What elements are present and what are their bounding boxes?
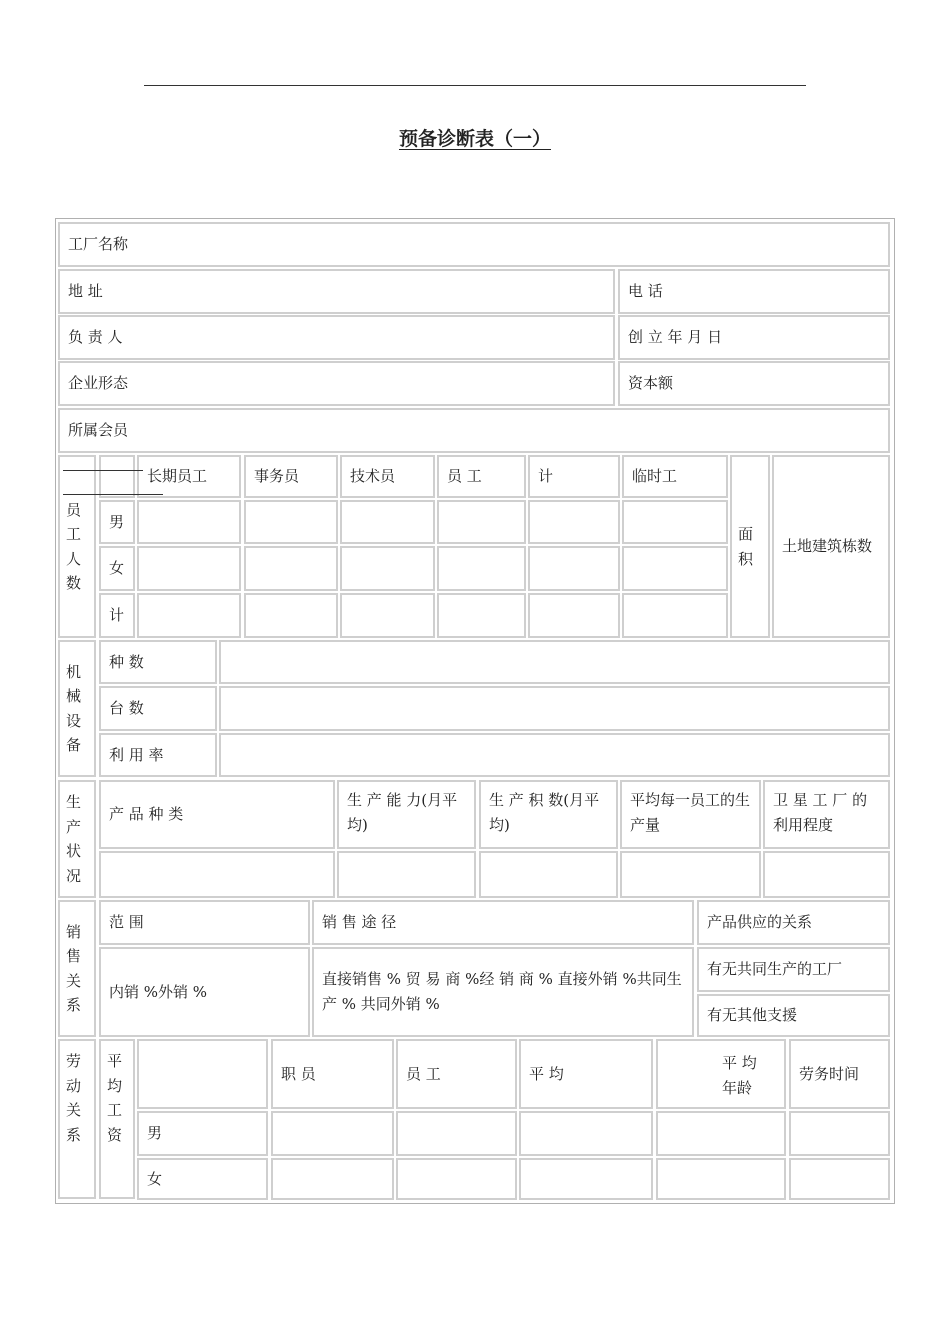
machine-section-label: 机械设备 [58, 640, 96, 777]
machine-row-label: 种 数 [99, 640, 217, 684]
labor-cell[interactable] [656, 1158, 786, 1200]
production-cell[interactable] [99, 851, 335, 898]
labor-corner-cell [137, 1039, 268, 1109]
staff-cell[interactable] [622, 546, 728, 591]
production-header: 生 产 积 数(月平均) [479, 780, 618, 849]
labor-cell[interactable] [519, 1111, 653, 1156]
address-field[interactable]: 地 址 [58, 269, 615, 314]
labor-cell[interactable] [656, 1111, 786, 1156]
production-cell[interactable] [479, 851, 618, 898]
machine-value-field[interactable] [219, 733, 890, 777]
sales-channel-field[interactable]: 直接销售 % 贸 易 商 %经 销 商 % 直接外销 %共同生产 % 共同外销 % [312, 947, 694, 1037]
labor-section-label: 劳动关系 [58, 1039, 96, 1199]
staff-col-header: 临时工 [622, 455, 728, 498]
production-header: 卫 星 工 厂 的 利用程度 [763, 780, 890, 849]
production-cell[interactable] [337, 851, 476, 898]
labor-cell[interactable] [396, 1111, 517, 1156]
capital-field[interactable]: 资本额 [618, 361, 890, 406]
machine-value-field[interactable] [219, 640, 890, 684]
staff-cell[interactable] [244, 593, 338, 638]
labor-col-header: 平 均 [519, 1039, 653, 1109]
staff-cell[interactable] [340, 500, 435, 544]
staff-cell[interactable] [622, 500, 728, 544]
labor-cell[interactable] [271, 1111, 394, 1156]
production-cell[interactable] [620, 851, 761, 898]
staff-cell[interactable] [622, 593, 728, 638]
labor-cell[interactable] [271, 1158, 394, 1200]
supply-relation-header: 产品供应的关系 [697, 900, 890, 945]
joint-production-field[interactable]: 有无共同生产的工厂 [697, 947, 890, 992]
labor-cell[interactable] [519, 1158, 653, 1200]
staff-cell[interactable] [137, 500, 241, 544]
area-label: 面积 [730, 455, 770, 638]
production-section-label: 生产状况 [58, 780, 96, 898]
staff-col-header: 长期员工 [137, 455, 241, 498]
manager-field[interactable]: 负 责 人 [58, 315, 615, 360]
staff-col-header: 计 [528, 455, 620, 498]
membership-field[interactable]: 所属会员 [58, 408, 890, 453]
phone-field[interactable]: 电 话 [618, 269, 890, 314]
other-support-field[interactable]: 有无其他支援 [697, 994, 890, 1037]
staff-corner-cell [99, 455, 135, 498]
sales-range-header: 范 围 [99, 900, 310, 945]
labor-col-header: 员 工 [396, 1039, 517, 1109]
land-building-field[interactable]: 土地建筑栋数 [772, 455, 890, 638]
enterprise-type-field[interactable]: 企业形态 [58, 361, 615, 406]
domestic-export-field[interactable]: 内销 %外销 % [99, 947, 310, 1037]
staff-row-label: 女 [99, 546, 135, 591]
production-header: 平均每一员工的生产量 [620, 780, 761, 849]
staff-row-label: 计 [99, 593, 135, 638]
sales-channel-header: 销 售 途 径 [312, 900, 694, 945]
labor-cell[interactable] [789, 1111, 890, 1156]
staff-col-header: 员 工 [437, 455, 526, 498]
staff-section-label: 员工人数 [58, 455, 96, 638]
staff-cell[interactable] [437, 593, 526, 638]
production-header: 生 产 能 力(月平均) [337, 780, 476, 849]
labor-col-header: 平 均 年龄 [656, 1039, 786, 1109]
sales-section-label: 销售关系 [58, 900, 96, 1037]
staff-cell[interactable] [137, 593, 241, 638]
header-rule [144, 85, 806, 86]
staff-cell[interactable] [437, 500, 526, 544]
machine-row-label: 台 数 [99, 686, 217, 731]
staff-col-header: 事务员 [244, 455, 338, 498]
labor-row-label: 女 [137, 1158, 268, 1200]
labor-col-header: 劳务时间 [789, 1039, 890, 1109]
staff-cell[interactable] [244, 500, 338, 544]
staff-cell[interactable] [340, 546, 435, 591]
staff-cell[interactable] [528, 546, 620, 591]
machine-value-field[interactable] [219, 686, 890, 731]
labor-cell[interactable] [789, 1158, 890, 1200]
staff-cell[interactable] [528, 500, 620, 544]
staff-col-header: 技术员 [340, 455, 435, 498]
founded-date-field[interactable]: 创 立 年 月 日 [618, 315, 890, 360]
factory-name-field[interactable]: 工厂名称 [58, 222, 890, 267]
production-header: 产 品 种 类 [99, 780, 335, 849]
labor-col-header: 职 员 [271, 1039, 394, 1109]
production-cell[interactable] [763, 851, 890, 898]
staff-row-label: 男 [99, 500, 135, 544]
staff-cell[interactable] [244, 546, 338, 591]
staff-cell[interactable] [137, 546, 241, 591]
wage-label: 平均工资 [99, 1039, 135, 1199]
staff-cell[interactable] [528, 593, 620, 638]
page-title [0, 124, 950, 151]
labor-cell[interactable] [396, 1158, 517, 1200]
staff-cell[interactable] [437, 546, 526, 591]
page-title-text: 预备诊断表（一） [398, 128, 551, 150]
machine-row-label: 利 用 率 [99, 733, 217, 777]
staff-cell[interactable] [340, 593, 435, 638]
labor-row-label: 男 [137, 1111, 268, 1156]
